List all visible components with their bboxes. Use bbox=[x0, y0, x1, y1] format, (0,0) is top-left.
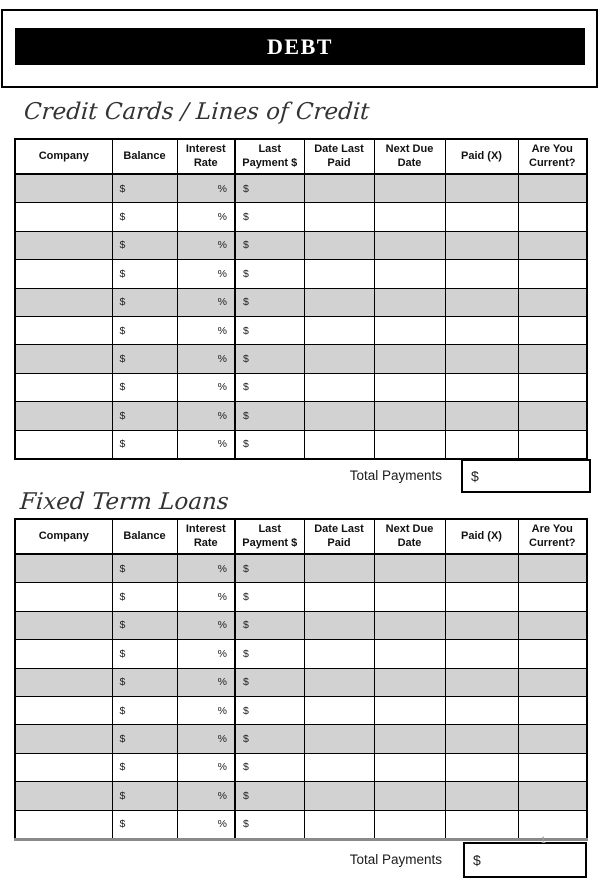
cell-are-you-current bbox=[518, 316, 587, 344]
cell-company bbox=[15, 611, 112, 639]
page-number: 1 bbox=[541, 835, 547, 845]
section-heading-fixed-term-loans: Fixed Term Loans bbox=[19, 489, 230, 515]
table-row bbox=[15, 430, 587, 459]
table-row bbox=[15, 373, 587, 401]
cell-company bbox=[15, 583, 112, 611]
cell-last-payment: $ bbox=[235, 668, 304, 696]
cell-company bbox=[15, 231, 112, 259]
cell-last-payment: $ bbox=[235, 402, 304, 430]
table-row bbox=[15, 260, 587, 288]
cell-company bbox=[15, 288, 112, 316]
cell-last-payment: $ bbox=[235, 725, 304, 753]
cell-paid bbox=[445, 810, 518, 839]
cell-balance: $ bbox=[112, 231, 177, 259]
cell-date-last-paid bbox=[304, 640, 374, 668]
table-row bbox=[15, 402, 587, 430]
cell-are-you-current bbox=[518, 668, 587, 696]
cell-last-payment: $ bbox=[235, 316, 304, 344]
cell-last-payment: $ bbox=[235, 554, 304, 583]
cell-paid bbox=[445, 402, 518, 430]
cell-last-payment: $ bbox=[235, 611, 304, 639]
cell-next-due-date bbox=[374, 260, 445, 288]
table-row bbox=[15, 668, 587, 696]
cell-paid bbox=[445, 430, 518, 459]
section-heading-credit-cards: Credit Cards / Lines of Credit bbox=[23, 99, 371, 125]
cell-company bbox=[15, 810, 112, 839]
column-header-next-due-date: Next Due Date bbox=[374, 519, 445, 554]
cell-company bbox=[15, 430, 112, 459]
table-row bbox=[15, 782, 587, 810]
table-row bbox=[15, 725, 587, 753]
column-header-next-due-date: Next Due Date bbox=[374, 139, 445, 174]
cell-company bbox=[15, 554, 112, 583]
cell-paid bbox=[445, 611, 518, 639]
cell-paid bbox=[445, 554, 518, 583]
cell-next-due-date bbox=[374, 668, 445, 696]
cell-paid bbox=[445, 231, 518, 259]
cell-next-due-date bbox=[374, 611, 445, 639]
cell-are-you-current bbox=[518, 696, 587, 724]
cell-date-last-paid bbox=[304, 402, 374, 430]
cell-interest-rate: % bbox=[177, 782, 235, 810]
cell-date-last-paid bbox=[304, 174, 374, 203]
total-payments-box bbox=[463, 842, 587, 878]
cell-next-due-date bbox=[374, 288, 445, 316]
cell-balance: $ bbox=[112, 288, 177, 316]
cell-next-due-date bbox=[374, 583, 445, 611]
cell-paid bbox=[445, 696, 518, 724]
cell-are-you-current bbox=[518, 725, 587, 753]
cell-balance: $ bbox=[112, 203, 177, 231]
cell-interest-rate: % bbox=[177, 640, 235, 668]
cell-last-payment: $ bbox=[235, 430, 304, 459]
cell-are-you-current bbox=[518, 174, 587, 203]
cell-last-payment: $ bbox=[235, 810, 304, 839]
cell-balance: $ bbox=[112, 345, 177, 373]
column-header-balance: Balance bbox=[112, 139, 177, 174]
table-row bbox=[15, 583, 587, 611]
column-header-paid: Paid (X) bbox=[445, 519, 518, 554]
column-header-are-you-current: Are You Current? bbox=[518, 519, 587, 554]
cell-last-payment: $ bbox=[235, 174, 304, 203]
cell-next-due-date bbox=[374, 203, 445, 231]
cell-paid bbox=[445, 174, 518, 203]
cell-date-last-paid bbox=[304, 345, 374, 373]
cell-last-payment: $ bbox=[235, 373, 304, 401]
cell-balance: $ bbox=[112, 696, 177, 724]
table-row bbox=[15, 345, 587, 373]
column-header-date-last-paid: Date Last Paid bbox=[304, 139, 374, 174]
cell-next-due-date bbox=[374, 640, 445, 668]
column-header-company: Company bbox=[15, 139, 112, 174]
cell-are-you-current bbox=[518, 430, 587, 459]
cell-are-you-current bbox=[518, 810, 587, 839]
cell-are-you-current bbox=[518, 611, 587, 639]
cell-paid bbox=[445, 668, 518, 696]
cell-interest-rate: % bbox=[177, 753, 235, 781]
cell-next-due-date bbox=[374, 753, 445, 781]
cell-company bbox=[15, 725, 112, 753]
cell-last-payment: $ bbox=[235, 345, 304, 373]
table-row bbox=[15, 611, 587, 639]
cell-balance: $ bbox=[112, 640, 177, 668]
table-row bbox=[15, 316, 587, 344]
cell-company bbox=[15, 640, 112, 668]
cell-are-you-current bbox=[518, 554, 587, 583]
table-row bbox=[15, 554, 587, 583]
total-payments-label: Total Payments bbox=[349, 852, 442, 867]
fixed-term-loans-table bbox=[14, 518, 588, 841]
cell-next-due-date bbox=[374, 782, 445, 810]
cell-date-last-paid bbox=[304, 725, 374, 753]
cell-are-you-current bbox=[518, 583, 587, 611]
total-payments-value: $ bbox=[471, 468, 479, 484]
cell-paid bbox=[445, 373, 518, 401]
table-header-row bbox=[15, 139, 587, 174]
cell-date-last-paid bbox=[304, 373, 374, 401]
column-header-balance: Balance bbox=[112, 519, 177, 554]
cell-company bbox=[15, 260, 112, 288]
column-header-date-last-paid: Date Last Paid bbox=[304, 519, 374, 554]
cell-date-last-paid bbox=[304, 782, 374, 810]
cell-company bbox=[15, 402, 112, 430]
cell-paid bbox=[445, 640, 518, 668]
cell-interest-rate: % bbox=[177, 430, 235, 459]
cell-last-payment: $ bbox=[235, 583, 304, 611]
cell-date-last-paid bbox=[304, 231, 374, 259]
cell-next-due-date bbox=[374, 316, 445, 344]
cell-next-due-date bbox=[374, 810, 445, 839]
cell-interest-rate: % bbox=[177, 402, 235, 430]
cell-interest-rate: % bbox=[177, 611, 235, 639]
cell-interest-rate: % bbox=[177, 583, 235, 611]
cell-are-you-current bbox=[518, 753, 587, 781]
table-row bbox=[15, 810, 587, 839]
column-header-last-payment: Last Payment $ bbox=[235, 139, 304, 174]
credit-cards-table bbox=[14, 138, 588, 460]
cell-next-due-date bbox=[374, 402, 445, 430]
total-payments-label: Total Payments bbox=[349, 468, 442, 483]
cell-next-due-date bbox=[374, 345, 445, 373]
cell-paid bbox=[445, 583, 518, 611]
cell-date-last-paid bbox=[304, 554, 374, 583]
cell-interest-rate: % bbox=[177, 288, 235, 316]
cell-date-last-paid bbox=[304, 810, 374, 839]
cell-are-you-current bbox=[518, 260, 587, 288]
cell-interest-rate: % bbox=[177, 373, 235, 401]
table-row bbox=[15, 753, 587, 781]
cell-last-payment: $ bbox=[235, 260, 304, 288]
cell-company bbox=[15, 203, 112, 231]
total-payments-box bbox=[461, 459, 591, 493]
cell-are-you-current bbox=[518, 288, 587, 316]
cell-are-you-current bbox=[518, 203, 587, 231]
cell-balance: $ bbox=[112, 373, 177, 401]
cell-next-due-date bbox=[374, 725, 445, 753]
cell-interest-rate: % bbox=[177, 696, 235, 724]
cell-balance: $ bbox=[112, 611, 177, 639]
cell-next-due-date bbox=[374, 554, 445, 583]
cell-interest-rate: % bbox=[177, 231, 235, 259]
cell-balance: $ bbox=[112, 430, 177, 459]
cell-interest-rate: % bbox=[177, 554, 235, 583]
table-row bbox=[15, 696, 587, 724]
cell-paid bbox=[445, 725, 518, 753]
cell-interest-rate: % bbox=[177, 203, 235, 231]
cell-last-payment: $ bbox=[235, 231, 304, 259]
cell-date-last-paid bbox=[304, 583, 374, 611]
column-header-interest-rate: Interest Rate bbox=[177, 519, 235, 554]
cell-date-last-paid bbox=[304, 288, 374, 316]
cell-balance: $ bbox=[112, 554, 177, 583]
cell-are-you-current bbox=[518, 782, 587, 810]
cell-interest-rate: % bbox=[177, 725, 235, 753]
column-header-last-payment: Last Payment $ bbox=[235, 519, 304, 554]
cell-paid bbox=[445, 753, 518, 781]
cell-next-due-date bbox=[374, 231, 445, 259]
cell-next-due-date bbox=[374, 430, 445, 459]
page-title: DEBT bbox=[15, 28, 585, 65]
table-row bbox=[15, 288, 587, 316]
cell-interest-rate: % bbox=[177, 316, 235, 344]
cell-paid bbox=[445, 288, 518, 316]
cell-are-you-current bbox=[518, 231, 587, 259]
title-banner-box bbox=[1, 9, 598, 88]
cell-last-payment: $ bbox=[235, 203, 304, 231]
cell-are-you-current bbox=[518, 402, 587, 430]
cell-company bbox=[15, 668, 112, 696]
cell-paid bbox=[445, 260, 518, 288]
cell-last-payment: $ bbox=[235, 753, 304, 781]
cell-paid bbox=[445, 782, 518, 810]
cell-company bbox=[15, 174, 112, 203]
column-header-paid: Paid (X) bbox=[445, 139, 518, 174]
column-header-company: Company bbox=[15, 519, 112, 554]
cell-date-last-paid bbox=[304, 611, 374, 639]
cell-next-due-date bbox=[374, 373, 445, 401]
cell-balance: $ bbox=[112, 174, 177, 203]
cell-paid bbox=[445, 316, 518, 344]
table-row bbox=[15, 203, 587, 231]
cell-balance: $ bbox=[112, 583, 177, 611]
column-header-interest-rate: Interest Rate bbox=[177, 139, 235, 174]
cell-interest-rate: % bbox=[177, 810, 235, 839]
cell-interest-rate: % bbox=[177, 260, 235, 288]
cell-date-last-paid bbox=[304, 753, 374, 781]
cell-date-last-paid bbox=[304, 668, 374, 696]
cell-are-you-current bbox=[518, 373, 587, 401]
table-row bbox=[15, 174, 587, 203]
cell-company bbox=[15, 696, 112, 724]
cell-company bbox=[15, 345, 112, 373]
table-header-row bbox=[15, 519, 587, 554]
cell-are-you-current bbox=[518, 345, 587, 373]
cell-interest-rate: % bbox=[177, 345, 235, 373]
cell-paid bbox=[445, 203, 518, 231]
cell-next-due-date bbox=[374, 174, 445, 203]
cell-balance: $ bbox=[112, 725, 177, 753]
cell-date-last-paid bbox=[304, 260, 374, 288]
cell-interest-rate: % bbox=[177, 174, 235, 203]
cell-balance: $ bbox=[112, 753, 177, 781]
cell-last-payment: $ bbox=[235, 288, 304, 316]
cell-next-due-date bbox=[374, 696, 445, 724]
cell-last-payment: $ bbox=[235, 640, 304, 668]
table-row bbox=[15, 231, 587, 259]
cell-date-last-paid bbox=[304, 316, 374, 344]
cell-date-last-paid bbox=[304, 203, 374, 231]
cell-date-last-paid bbox=[304, 430, 374, 459]
cell-interest-rate: % bbox=[177, 668, 235, 696]
cell-last-payment: $ bbox=[235, 782, 304, 810]
cell-company bbox=[15, 373, 112, 401]
cell-are-you-current bbox=[518, 640, 587, 668]
table-row bbox=[15, 640, 587, 668]
cell-balance: $ bbox=[112, 316, 177, 344]
cell-company bbox=[15, 782, 112, 810]
cell-paid bbox=[445, 345, 518, 373]
cell-last-payment: $ bbox=[235, 696, 304, 724]
cell-balance: $ bbox=[112, 402, 177, 430]
column-header-are-you-current: Are You Current? bbox=[518, 139, 587, 174]
cell-balance: $ bbox=[112, 782, 177, 810]
total-payments-value: $ bbox=[473, 852, 481, 868]
cell-company bbox=[15, 316, 112, 344]
cell-balance: $ bbox=[112, 668, 177, 696]
cell-balance: $ bbox=[112, 260, 177, 288]
cell-balance: $ bbox=[112, 810, 177, 839]
cell-date-last-paid bbox=[304, 696, 374, 724]
cell-company bbox=[15, 753, 112, 781]
